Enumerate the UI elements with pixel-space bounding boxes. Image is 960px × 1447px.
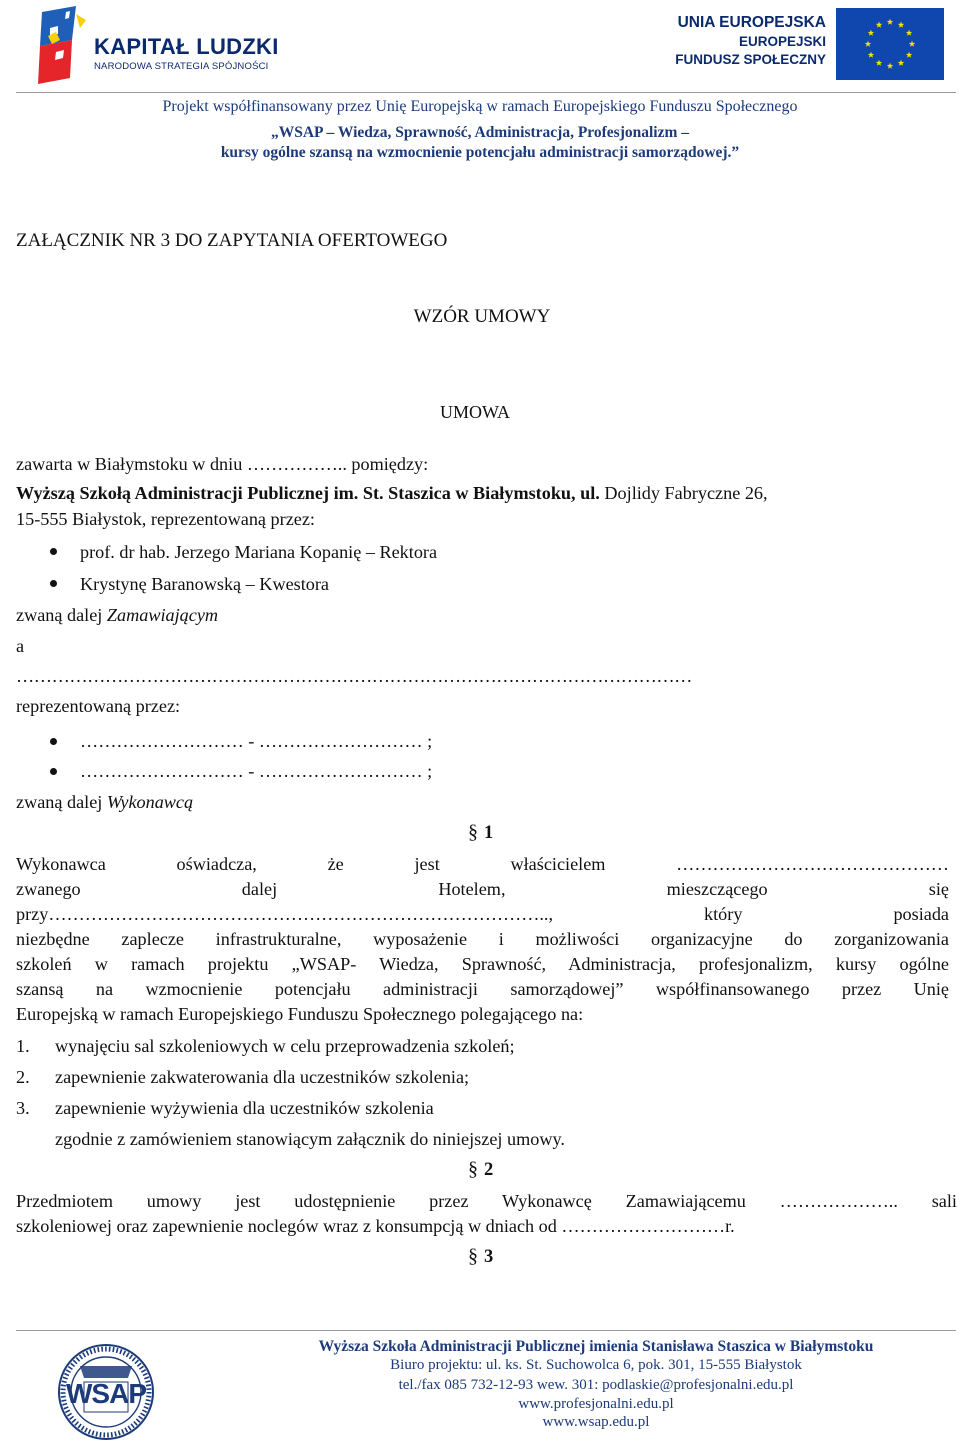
header-divider: [16, 92, 956, 93]
section-2-heading: [468, 1158, 493, 1181]
party1-called-name: Zamawiającym: [106, 605, 219, 625]
list-item: zapewnienie wyżywienia dla uczestników szkolenia: [55, 1098, 434, 1118]
party1-address: Dojlidy Fabryczne 26,: [599, 483, 768, 503]
party1-rep-item: Krystynę Baranowską – Kwestora: [80, 574, 330, 594]
section-3-heading: [468, 1245, 493, 1268]
eu-logo-line3: FUNDUSZ SPOŁECZNY: [675, 52, 826, 67]
section-1-heading: [468, 821, 493, 844]
list-item-number: 2.: [16, 1067, 30, 1087]
wsap-seal-logo: [50, 1338, 162, 1442]
list-item: zapewnienie zakwaterowania dla uczestników szkolenia;: [55, 1067, 470, 1087]
contract-title: UMOWA: [440, 402, 510, 422]
section-1-line: szansą na wzmocnienie potencjału administracji samorządowej” współfinansowanego przez Unię: [16, 979, 949, 999]
footer-contact: tel./fax 085 732-12-93 wew. 301: podlaskie@profesjonalni.edu.pl: [398, 1377, 794, 1393]
kapital-ludzki-subtitle: NARODOWA STRATEGIA SPÓJNOŚCI: [94, 61, 269, 72]
section-1-line: Europejską w ramach Europejskiego Funduszu Społecznego polegającego na:: [16, 1004, 584, 1024]
party1-line1: [16, 481, 768, 505]
annex-title: ZAŁĄCZNIK NR 3 DO ZAPYTANIA OFERTOWEGO: [16, 230, 448, 251]
footer-website-link[interactable]: www.profesjonalni.edu.pl: [518, 1396, 674, 1412]
section-sign: §: [468, 1245, 478, 1267]
party2-called-name: Wykonawcą: [106, 792, 194, 812]
eu-flag-icon: [836, 8, 944, 80]
wsap-seal-text: WSAP: [66, 1378, 146, 1409]
party1-called-prefix: zwaną dalej: [16, 605, 107, 625]
section-1-line: szkoleń w ramach projektu „WSAP- Wiedza, Sprawność, Administracja, profesjonalizm, kursy ogólne: [16, 954, 949, 974]
document-title: WZÓR UMOWY: [413, 306, 551, 327]
kapital-ludzki-logo: [36, 6, 279, 86]
kapital-ludzki-title: KAPITAŁ LUDZKI: [94, 34, 279, 59]
footer-institution: Wyższa Szkoła Administracji Publicznej imienia Stanisława Staszica w Białymstoku: [318, 1338, 874, 1355]
list-item-number: 1.: [16, 1036, 30, 1056]
list-item: wynajęciu sal szkoleniowych w celu przeprowadzenia szkoleń;: [55, 1036, 515, 1056]
footer-website-link[interactable]: www.wsap.edu.pl: [542, 1414, 650, 1430]
section-1-closing: zgodnie z zamówieniem stanowiącym załącznik do niniejszej umowy.: [55, 1129, 565, 1149]
header-project-title-line2: kursy ogólne szansą na wzmocnienie potencjału administracji samorządowej.”: [220, 144, 740, 161]
party2-rep-item: ……………………… - ……………………… ;: [80, 761, 433, 781]
section-sign: §: [468, 821, 478, 843]
header-project-title-line1: „WSAP – Wiedza, Sprawność, Administracja, Profesjonalizm –: [270, 124, 690, 141]
list-item-number: 3.: [16, 1098, 30, 1118]
section-number: 3: [484, 1247, 494, 1267]
footer-address: Biuro projektu: ul. ks. St. Suchowolca 6, pok. 301, 15-555 Białystok: [390, 1357, 802, 1373]
eu-logo: [676, 8, 944, 80]
party1-called: [16, 603, 218, 627]
section-1-line: niezbędne zaplecze infrastrukturalne, wyposażenie i możliwości organizacyjne do zorganizowania: [16, 929, 949, 949]
party1-line2: 15-555 Białystok, reprezentowaną przez:: [16, 509, 315, 529]
party2-rep-item: ……………………… - ……………………… ;: [80, 731, 433, 751]
and-word: a: [16, 636, 25, 656]
section-1-line: przy……………………………………………………………………….., który posiada: [16, 904, 949, 924]
eu-logo-line1: UNIA EUROPEJSKA: [677, 14, 826, 31]
party2-called: [16, 790, 193, 814]
footer-divider: [16, 1330, 956, 1331]
section-number: 1: [484, 823, 494, 843]
section-2-line: Przedmiotem umowy jest udostępnienie przez Wykonawcę Zamawiającemu ……………….. sali: [16, 1191, 957, 1211]
party2-called-prefix: zwaną dalej: [16, 792, 107, 812]
section-1-line: Wykonawca oświadcza, że jest właścicielem ………………………………………: [16, 854, 949, 874]
eu-logo-line2: EUROPEJSKI: [738, 34, 826, 49]
header-cofinance-text: Projekt współfinansowany przez Unię Europejską w ramach Europejskiego Funduszu Społecznego: [162, 98, 798, 115]
section-2-line: szkoleniowej oraz zapewnienie noclegów wraz z konsumpcją w dniach od ………………………r.: [16, 1216, 735, 1236]
party1-rep-item: prof. dr hab. Jerzego Mariana Kopanię – Rektora: [80, 542, 438, 562]
kapital-ludzki-flag-icon: [36, 6, 94, 86]
section-sign: §: [468, 1158, 478, 1180]
section-number: 2: [484, 1160, 494, 1180]
party2-name-blank: ……………………………………………………………………………………………………: [16, 666, 692, 686]
intro-line: zawarta w Białymstoku w dniu …………….. pomiędzy:: [16, 454, 429, 474]
party1-name: Wyższą Szkołą Administracji Publicznej im. St. Staszica w Białymstoku, ul.: [16, 483, 600, 503]
party2-rep-label: reprezentowaną przez:: [16, 696, 181, 716]
section-1-line: zwanego dalej Hotelem, mieszczącego się: [16, 879, 949, 899]
